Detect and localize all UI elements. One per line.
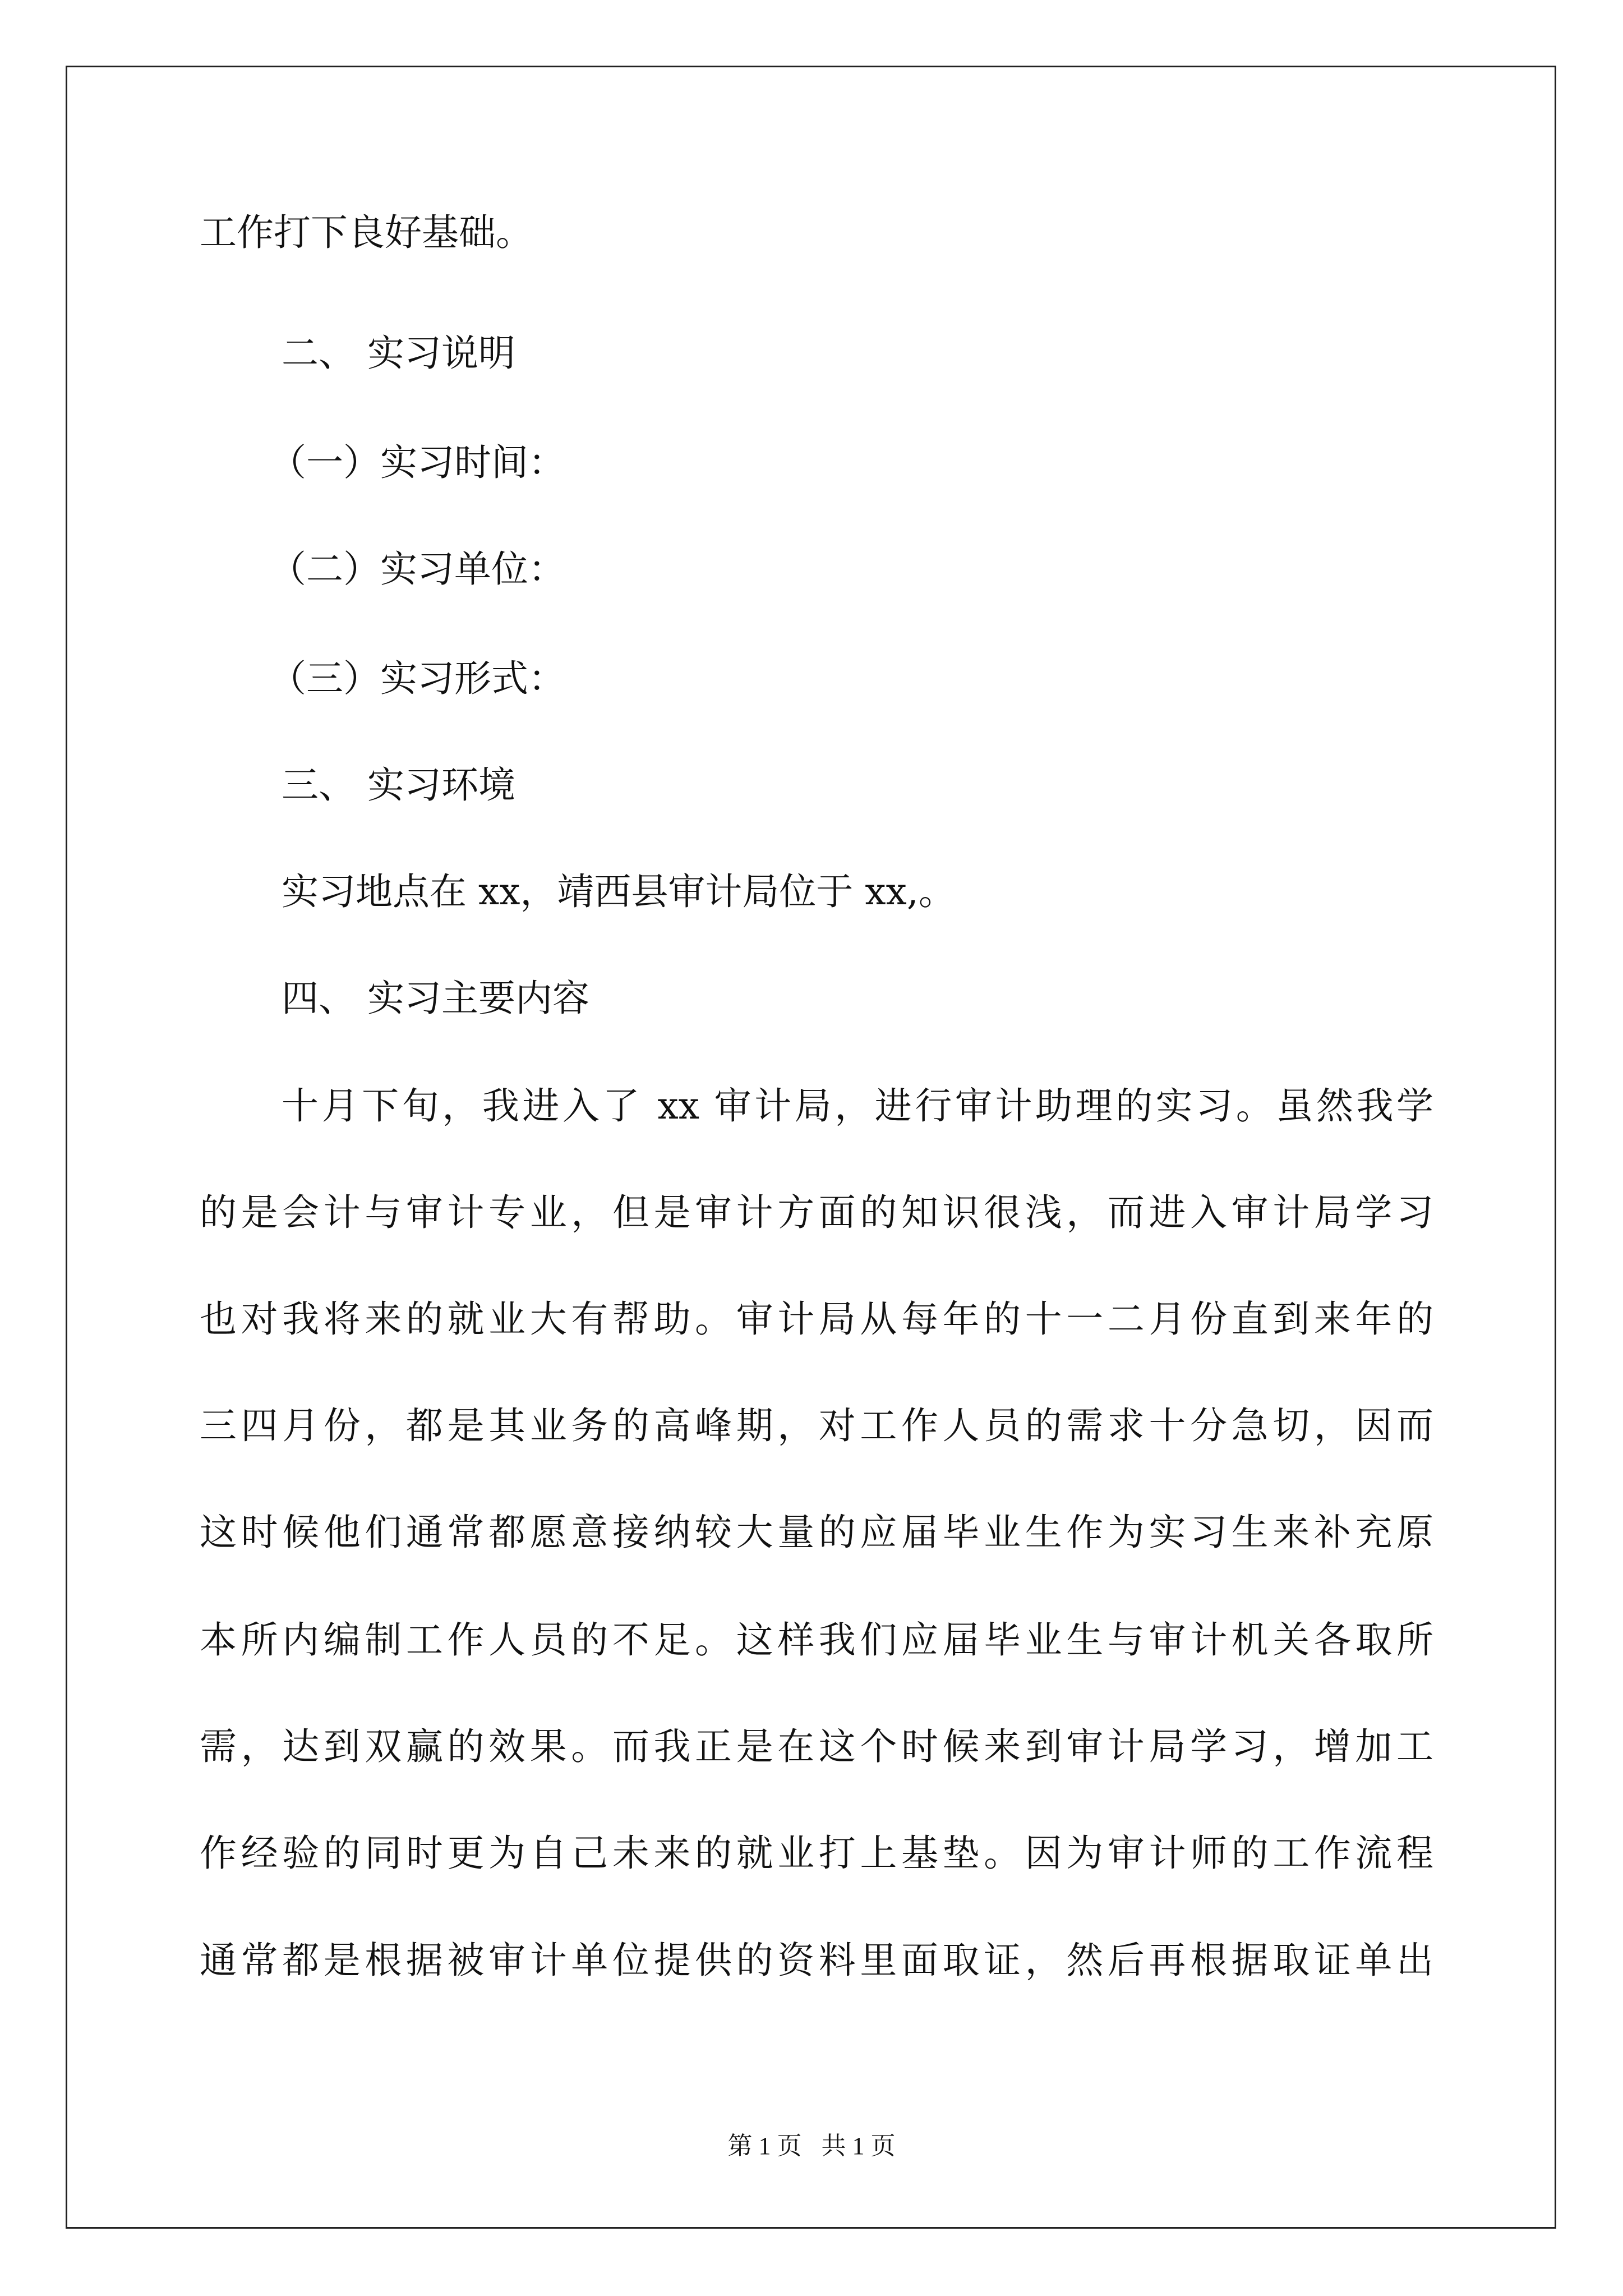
paragraph-line: 通常都是根据被审计单位提供的资料里面取证，然后再根据取证单出 bbox=[200, 1939, 1433, 1982]
paragraph-line: 十月下旬，我进入了 xx 审计局，进行审计助理的实习。虽然我学 bbox=[282, 1084, 1433, 1128]
paragraph-location: 实习地点在 xx，靖西县审计局位于 xx,。 bbox=[282, 870, 956, 913]
paragraph-line: 也对我将来的就业大有帮助。审计局从每年的十一二月份直到来年的 bbox=[200, 1297, 1433, 1341]
paragraph-line: 的是会计与审计专业，但是审计方面的知识很浅，而进入审计局学习 bbox=[200, 1191, 1433, 1234]
paragraph-continuation: 工作打下良好基础。 bbox=[200, 211, 533, 254]
page-number-total: 共 1 页 bbox=[821, 2132, 896, 2160]
section-heading-3: 三、 实习环境 bbox=[282, 763, 515, 807]
page-number-current: 第 1 页 bbox=[727, 2132, 802, 2160]
paragraph-line: 本所内编制工作人员的不足。这样我们应届毕业生与审计机关各取所 bbox=[200, 1618, 1433, 1662]
subsection-time: （一）实习时间： bbox=[269, 441, 565, 484]
page-footer bbox=[0, 2131, 1623, 2162]
paragraph-line: 这时候他们通常都愿意接纳较大量的应届毕业生作为实习生来补充原 bbox=[200, 1511, 1433, 1554]
paragraph-line: 三四月份，都是其业务的高峰期，对工作人员的需求十分急切，因而 bbox=[200, 1404, 1433, 1447]
section-heading-4: 四、 实习主要内容 bbox=[282, 977, 589, 1020]
paragraph-line: 作经验的同时更为自己未来的就业打上基垫。因为审计师的工作流程 bbox=[200, 1832, 1433, 1875]
page-border bbox=[66, 66, 1556, 2229]
subsection-form: （三）实习形式： bbox=[269, 657, 565, 700]
paragraph-line: 需，达到双赢的效果。而我正是在这个时候来到审计局学习，增加工 bbox=[200, 1725, 1433, 1768]
subsection-unit: （二）实习单位： bbox=[269, 547, 565, 591]
section-heading-2: 二、 实习说明 bbox=[282, 332, 515, 375]
